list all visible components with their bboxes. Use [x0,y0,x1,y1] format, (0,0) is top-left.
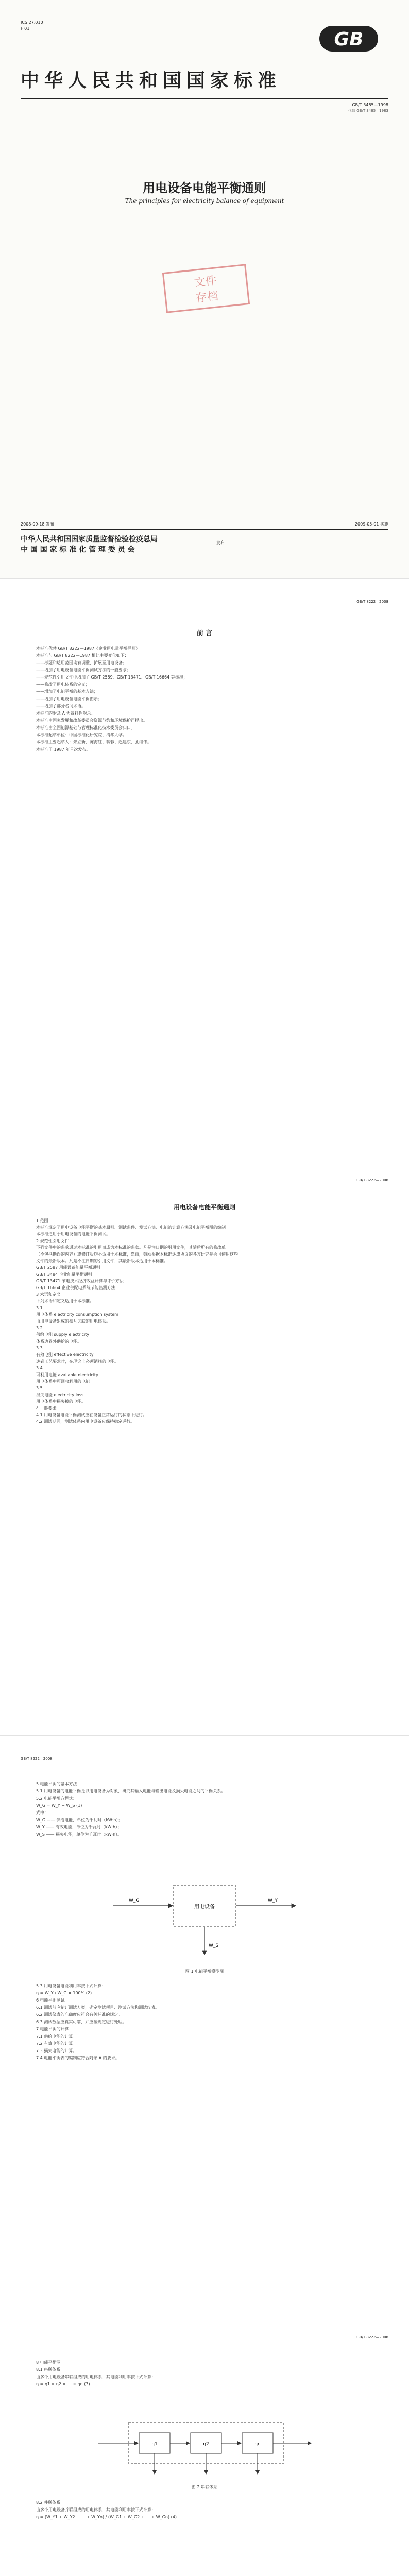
title-rule [21,98,388,99]
text-line: 本标准与 GB/T 8222—1987 相比主要变化如下： [36,653,129,658]
release-date: 2008-09-18 发布 [21,522,55,527]
text-line: 可利用电能 available electricity [36,1372,98,1377]
document-title: 用电设备电能平衡通则 [143,181,266,195]
foreword-heading: 前 言 [196,630,213,637]
page-header-id: GB/T 8222—2008 [356,2335,388,2340]
document-title-english: The principles for electricity balance of equipment [125,197,284,205]
text-line: 6.2 测试仪表的准确度应符合有关标准的规定。 [36,2012,123,2017]
text-line: 本标准由国家发展和改革委员会资源节约和环境保护司提出。 [36,718,147,723]
text-line: 用电体系中可回收利用的电能。 [36,1379,94,1384]
implementation-date: 2009-05-01 实施 [354,522,388,527]
series-box-1-label: η1 [151,2442,158,2447]
text-line: W_G = W_Y + W_S (1) [36,1803,82,1808]
text-line: 本标准适用于用电设备的电能平衡测试。 [36,1232,110,1236]
text-line: 3.5 [36,1386,43,1391]
text-line: ——增加了部分名词术语。 [36,704,86,708]
text-line: ——规范性引用文件中增加了 GB/T 2589、GB/T 13471、GB/T 16664 等标准； [36,675,188,680]
text-line: 7 电能平衡的计算 [36,2027,69,2031]
text-line: 用电体系中损失掉的电能。 [36,1399,86,1404]
national-standard-title: 中华人民共和国国家标准 [21,70,282,91]
text-line: 4.2 测试期间，测试体系内用电设备应保持稳定运行。 [36,1419,135,1424]
text-line: 由多个用电设备并联组成的用电体系，其电能利用率按下式计算： [36,2507,156,2512]
text-line: （不包括勘误的内容）或修订版均不适用于本标准，然而，鼓励根据本标准达成协议的各方研究是否可使用这些 [36,1252,238,1257]
text-line: 7.3 损失电能的计算。 [36,2048,77,2053]
text-line: 本标准主要起草人：朱立新、陈海红、蒋蓉、赵建东、孔继伟。 [36,740,151,744]
text-line: GB/T 16664 企业供配电系统节能监测方法 [36,1285,115,1290]
text-line: 6.3 测试数据应真实可靠，并应按规定进行处理。 [36,2020,127,2024]
balance-model-diagram [98,1865,311,1962]
text-line: 5.3 用电设备电能利用率按下式计算： [36,1984,106,1988]
text-line: 3.3 [36,1346,43,1350]
figure-2-caption: 图 2 串联体系 [191,2485,218,2489]
text-line: 7.2 有效电能的计算。 [36,2041,77,2046]
text-line: 2 规范性引用文件 [36,1239,69,1243]
text-line: η = η1 × η2 × … × ηn (3) [36,2382,90,2386]
series-box-n-label: ηn [254,2442,261,2447]
text-line: W_S —— 损失电能，单位为千瓦时（kW·h）。 [36,1832,122,1837]
scope-page [0,1157,409,1736]
svg-text:文件: 文件 [193,274,217,290]
text-line: 本标准起草单位：中国标准化研究院、清华大学。 [36,733,127,737]
standard-number: GB/T 3485—1998 [352,103,388,107]
text-line: 8.2 并联体系 [36,2500,61,2505]
text-line: 5.1 用电设备的电能平衡是以用电设备为对象，研究其输入电能与输出电能及损失电能之间的平衡关系。 [36,1789,226,1793]
text-line: 体系边界外供给的电能。 [36,1339,81,1344]
text-line: 本标准代替 GB/T 8222—1987《企业用电量平衡导则》。 [36,646,142,651]
text-line: 5.2 电能平衡方程式： [36,1796,77,1801]
text-line: 4 一般要求 [36,1406,57,1411]
text-line: 下列术语和定义适用于本标准。 [36,1299,94,1303]
text-line: 1 范围 [36,1218,48,1223]
text-line: GB/T 2587 用能设备能量平衡通则 [36,1265,100,1270]
text-line: ——修改了用电体系的定义； [36,682,90,687]
balance-page [0,1736,409,2314]
text-line: η = W_Y / W_G × 100% (2) [36,1991,92,1995]
archive-stamp [155,263,258,314]
text-line: 7.1 供给电能的计算。 [36,2034,77,2039]
page-header-id: GB/T 8222—2008 [356,600,388,604]
body-heading: 用电设备电能平衡通则 [173,1204,235,1211]
text-line: 损失电能 electricity loss [36,1393,84,1397]
series-page [0,2314,409,2576]
cover-page [0,0,409,579]
text-line: 3.4 [36,1366,43,1370]
footer-rule [21,529,388,530]
page-header-id: GB/T 8222—2008 [21,1757,53,1761]
text-line: 3.1 [36,1306,43,1310]
text-line: η = (W_Y1 + W_Y2 + … + W_Yn) / (W_G1 + W_G2 + … + W_Gn) (4) [36,2515,177,2519]
issuer-line-2: 中 国 国 家 标 准 化 管 理 委 员 会 [21,546,135,554]
series-system-diagram [93,2412,316,2479]
figure-1-caption: 图 1 电能平衡模型图 [185,1969,224,1974]
text-line: 本标准于 1987 年首次发布。 [36,747,91,752]
diagram-input-label: W_G [129,1898,140,1903]
text-line: W_Y —— 有效电能，单位为千瓦时（kW·h）； [36,1825,122,1829]
text-line: 4.1 用电设备电能平衡测试应在设备正常运行的状态下进行。 [36,1413,147,1417]
text-line: 8 电能平衡图 [36,2360,61,2365]
text-line: 达到工艺要求时，在理论上必须消耗的电能。 [36,1359,118,1364]
ics-code: ICS 27.010 [21,20,43,25]
text-line: 7.4 电能平衡表的编制应符合附录 A 的要求。 [36,2056,120,2060]
diagram-box-label: 用电设备 [194,1904,215,1910]
svg-text:存档: 存档 [195,290,219,306]
text-line: 供给电能 supply electricity [36,1332,90,1337]
foreword-page [0,579,409,1157]
text-line: 5 电能平衡的基本方法 [36,1782,77,1786]
text-line: 下列文件中的条款通过本标准的引用而成为本标准的条款。凡是注日期的引用文件，其随后所有的修改单 [36,1245,226,1250]
text-line: ——增加了用电设备电能平衡图示； [36,697,102,701]
text-line: 3.2 [36,1326,43,1330]
text-line: 式中： [36,1810,48,1815]
text-line: 有效电能 effective electricity [36,1352,94,1357]
text-line: 文件的最新版本。凡是不注日期的引用文件，其最新版本适用于本标准。 [36,1259,168,1263]
ccs-code: F 01 [21,26,30,31]
gb-logo-text: GB [334,29,364,50]
diagram-output-label: W_Y [268,1898,278,1903]
text-line: 本标准的附录 A 为资料性附录。 [36,711,95,716]
text-line: 由多个用电设备串联组成的用电体系，其电能利用率按下式计算： [36,2375,156,2379]
page-header-id: GB/T 8222—2008 [356,1178,388,1182]
text-line: 本标准由全国能源基础与管理标准化技术委员会归口。 [36,725,135,730]
text-line: ——增加了用电设备电能平衡测试方法的一般要求； [36,668,131,672]
text-line: 6.1 测试前应制订测试方案，确定测试项目、测试方法和测试仪表。 [36,2005,160,2010]
replaces-number: 代替 GB/T 3485—1983 [348,109,388,113]
text-line: 本标准规定了用电设备电能平衡的基本原则、测试条件、测试方法、电能的计算方法及电能平衡图的编制。 [36,1225,230,1230]
text-line: 由用电设备组成的相互关联的用电体系。 [36,1319,110,1324]
text-line: ——标题和适用范围均有调整，扩展至用电设备； [36,660,127,665]
issuer-line-1: 中华人民共和国国家质量监督检验检疫总局 [21,535,158,544]
text-line: 6 电能平衡测试 [36,1998,65,2003]
text-line: ——增加了电能平衡的基本方法； [36,689,98,694]
text-line: GB/T 13471 节电技术经济效益计算与评价方法 [36,1279,124,1283]
gb-logo [318,24,379,54]
text-line: W_G —— 供给电能，单位为千瓦时（kW·h）； [36,1818,123,1822]
text-line: 用电体系 electricity consumption system [36,1312,118,1317]
issue-word: 发布 [216,540,225,545]
text-line: GB/T 3484 企业能量平衡通则 [36,1272,92,1277]
text-line: 3 术语和定义 [36,1292,61,1297]
text-line: 8.1 串联体系 [36,2367,61,2372]
diagram-loss-label: W_S [209,1943,219,1948]
series-box-2-label: η2 [203,2442,209,2447]
